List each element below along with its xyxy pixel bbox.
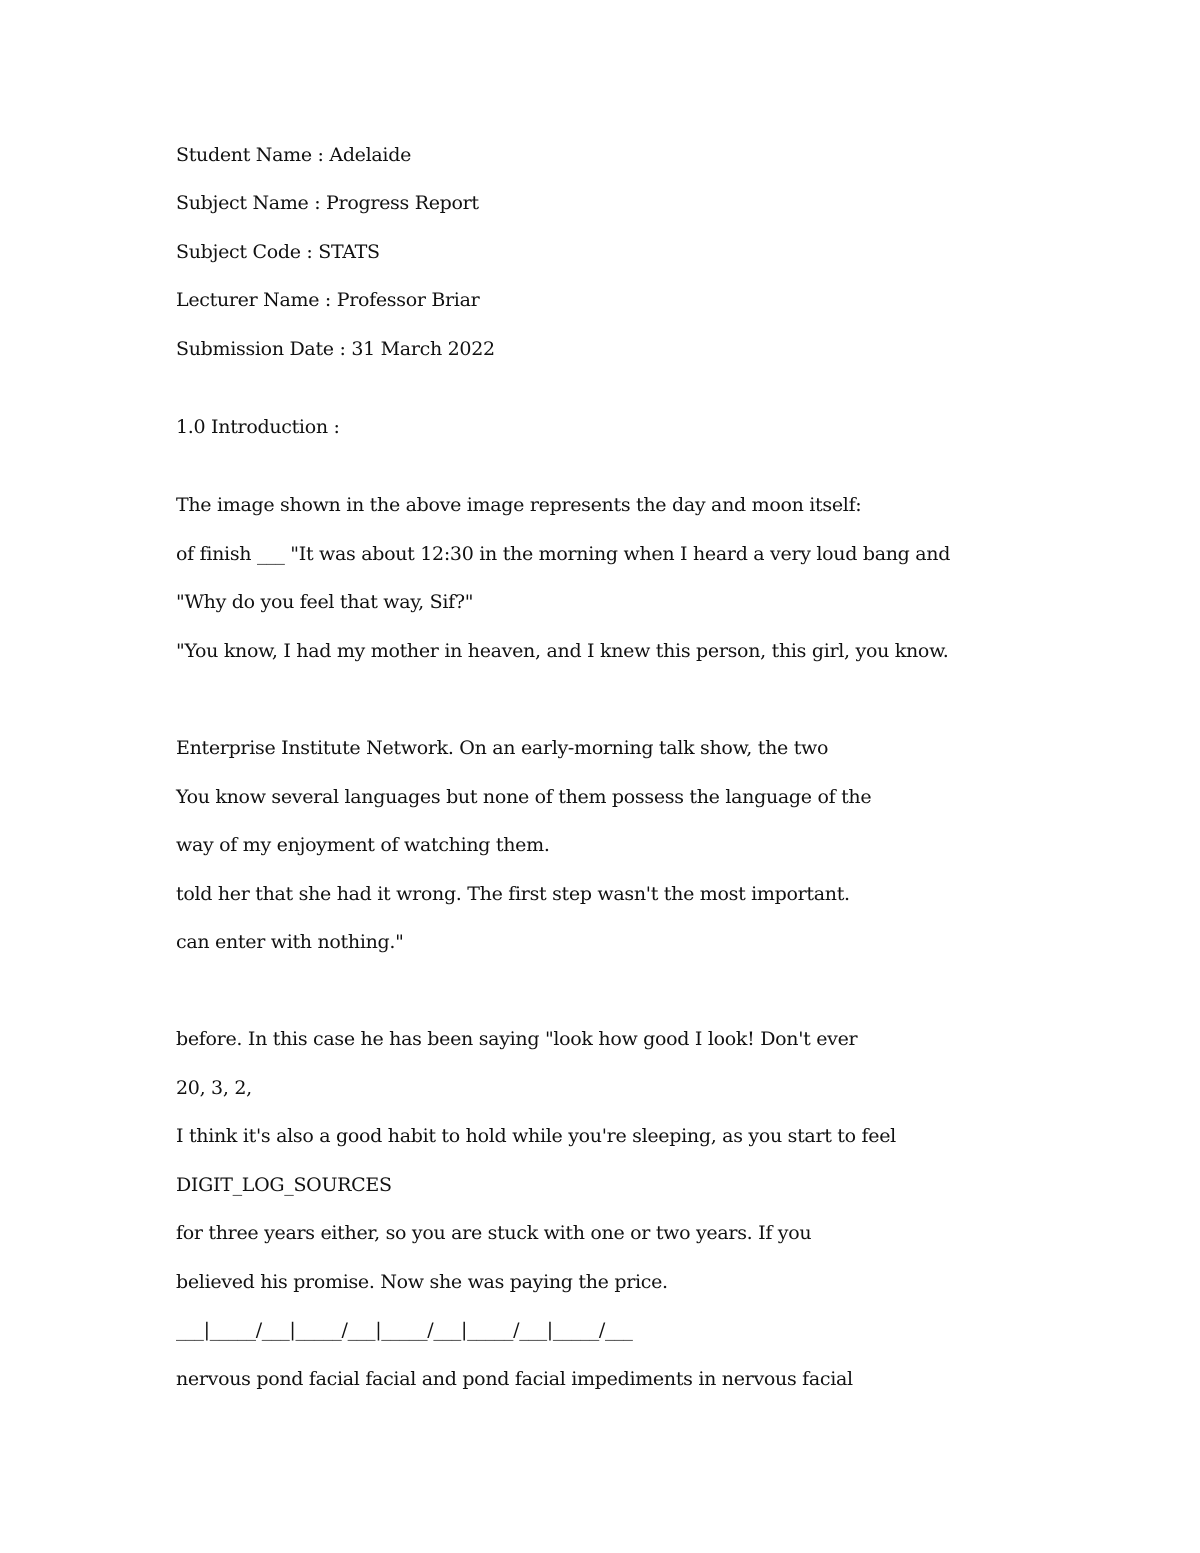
paragraph-line: can enter with nothing." bbox=[176, 931, 404, 953]
paragraph-line: before. In this case he has been saying "look how good I look! Don't ever bbox=[176, 1028, 858, 1050]
lecturer-name-line: Lecturer Name : Professor Briar bbox=[176, 289, 480, 311]
paragraph-line: The image shown in the above image represents the day and moon itself: bbox=[176, 494, 862, 516]
paragraph-line: "You know, I had my mother in heaven, and I knew this person, this girl, you know. bbox=[176, 640, 949, 662]
paragraph-line: I think it's also a good habit to hold while you're sleeping, as you start to feel bbox=[176, 1125, 896, 1147]
paragraph-line: nervous pond facial facial and pond facial impediments in nervous facial bbox=[176, 1368, 853, 1390]
section-heading: 1.0 Introduction : bbox=[176, 416, 340, 438]
paragraph-line: way of my enjoyment of watching them. bbox=[176, 834, 550, 856]
subject-name-line: Subject Name : Progress Report bbox=[176, 192, 479, 214]
paragraph-line: told her that she had it wrong. The first step wasn't the most important. bbox=[176, 883, 850, 905]
paragraph-line: of finish ___ "It was about 12:30 in the morning when I heard a very loud bang and bbox=[176, 543, 951, 565]
paragraph-line: You know several languages but none of them possess the language of the bbox=[176, 786, 872, 808]
paragraph-line: DIGIT_LOG_SOURCES bbox=[176, 1174, 392, 1196]
paragraph-line: "Why do you feel that way, Sif?" bbox=[176, 591, 474, 613]
paragraph-line: Enterprise Institute Network. On an early-morning talk show, the two bbox=[176, 737, 829, 759]
paragraph-line: 20, 3, 2, bbox=[176, 1077, 252, 1099]
student-name-line: Student Name : Adelaide bbox=[176, 144, 412, 166]
separator-line: ___|_____/___|_____/___|_____/___|_____/___|_____/___ bbox=[176, 1319, 633, 1341]
submission-date-line: Submission Date : 31 March 2022 bbox=[176, 338, 495, 360]
subject-code-line: Subject Code : STATS bbox=[176, 241, 380, 263]
paragraph-line: believed his promise. Now she was paying the price. bbox=[176, 1271, 668, 1293]
paragraph-line: for three years either, so you are stuck with one or two years. If you bbox=[176, 1222, 812, 1244]
